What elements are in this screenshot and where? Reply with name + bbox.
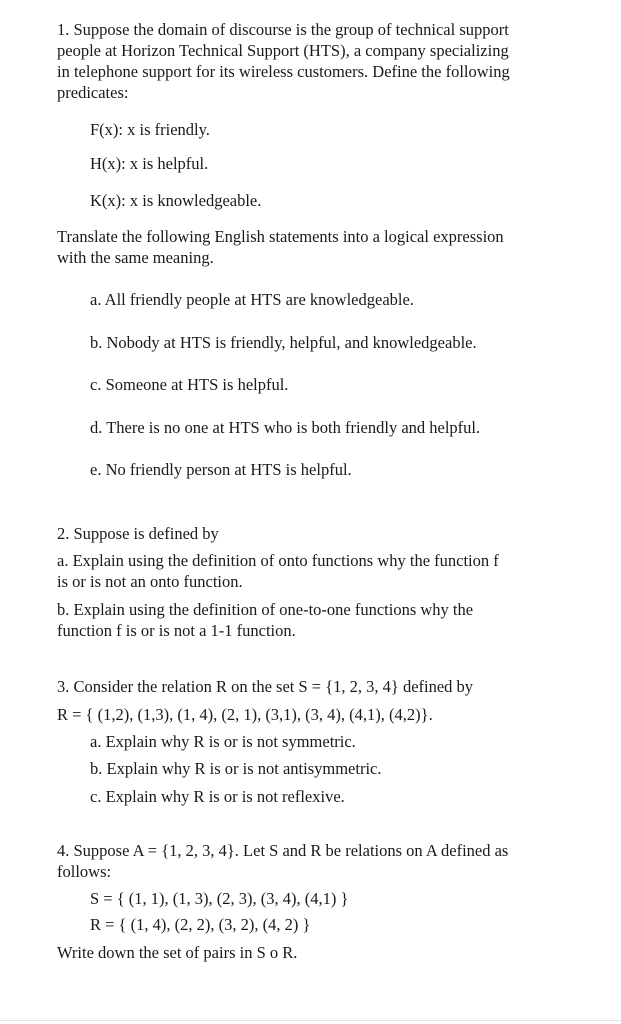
q2-b-line-2: function f is or is not a 1-1 function. <box>57 621 296 640</box>
q1-item-d: d. There is no one at HTS who is both friendly and helpful. <box>90 418 481 437</box>
q2-intro: 2. Suppose is defined by <box>57 524 219 543</box>
q1-intro-line-3: in telephone support for its wireless customers. Define the following <box>57 62 510 81</box>
q3-line-2: R = { (1,2), (1,3), (1, 4), (2, 1), (3,1), (3, 4), (4,1), (4,2)}. <box>57 705 433 724</box>
q2-a-line-1: a. Explain using the definition of onto functions why the function f <box>57 551 499 570</box>
q4-intro-line-2: follows: <box>57 862 112 881</box>
q1-item-e: e. No friendly person at HTS is helpful. <box>90 460 352 479</box>
q3-line-1: 3. Consider the relation R on the set S = {1, 2, 3, 4} defined by <box>57 677 474 696</box>
q1-translate-line-1: Translate the following English statements into a logical expression <box>57 227 504 246</box>
q1-item-c: c. Someone at HTS is helpful. <box>90 375 289 394</box>
q3-item-c: c. Explain why R is or is not reflexive. <box>90 787 345 806</box>
q1-translate-line-2: with the same meaning. <box>57 248 214 267</box>
q4-set-r: R = { (1, 4), (2, 2), (3, 2), (4, 2) } <box>90 915 311 934</box>
q1-predicate-k: K(x): x is knowledgeable. <box>90 191 262 210</box>
q1-predicate-f: F(x): x is friendly. <box>90 120 210 139</box>
q1-item-b: b. Nobody at HTS is friendly, helpful, and knowledgeable. <box>90 333 477 352</box>
q1-intro-line-4: predicates: <box>57 83 129 102</box>
q1-item-a: a. All friendly people at HTS are knowledgeable. <box>90 290 414 309</box>
q4-closing: Write down the set of pairs in S o R. <box>57 943 298 962</box>
q2-b-line-1: b. Explain using the definition of one-to-one functions why the <box>57 600 474 619</box>
q1-intro-line-1: 1. Suppose the domain of discourse is the group of technical support <box>57 20 509 39</box>
q3-item-a: a. Explain why R is or is not symmetric. <box>90 732 356 751</box>
q2-a-line-2: is or is not an onto function. <box>57 572 243 591</box>
q3-item-b: b. Explain why R is or is not antisymmetric. <box>90 759 382 778</box>
q1-predicate-h: H(x): x is helpful. <box>90 154 209 173</box>
q4-intro-line-1: 4. Suppose A = {1, 2, 3, 4}. Let S and R be relations on A defined as <box>57 841 509 860</box>
page-bottom-divider <box>0 1020 621 1021</box>
q4-set-s: S = { (1, 1), (1, 3), (2, 3), (3, 4), (4,1) } <box>90 889 349 908</box>
q1-intro-line-2: people at Horizon Technical Support (HTS), a company specializing <box>57 41 509 60</box>
